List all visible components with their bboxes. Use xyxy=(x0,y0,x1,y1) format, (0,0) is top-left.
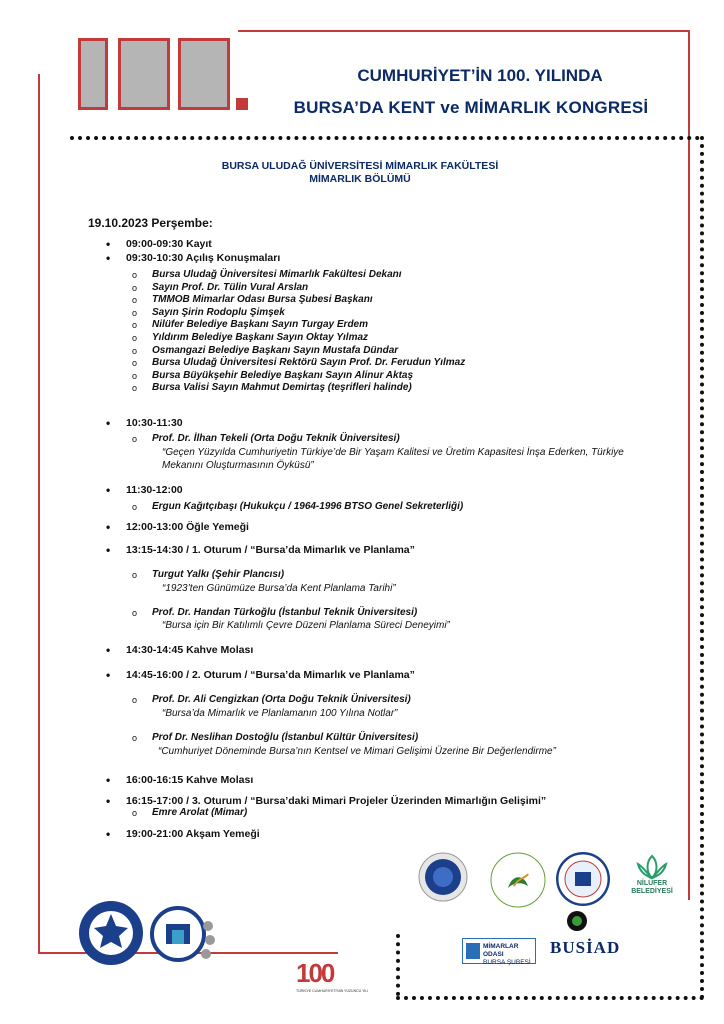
mimarlar-odasi-icon xyxy=(466,943,480,959)
republic-centennial-logo xyxy=(296,958,376,994)
session1-talk-title: “Bursa için Bir Katılımlı Çevre Düzeni Planlama Süreci Deneyimi” xyxy=(162,620,450,632)
opening-speaker: o Bursa Uludağ Üniversitesi Mimarlık Fakültesi Dekanı xyxy=(104,269,664,282)
opening-speaker: o TMMOB Mimarlar Odası Bursa Şubesi Başkanı xyxy=(104,294,664,307)
program-item-coffee-break: • 14:30-14:45 Kahve Molası xyxy=(104,644,664,658)
opening-speaker: o Nilüfer Belediye Başkanı Sayın Turgay Erdem xyxy=(104,319,664,332)
session2-talk-title: “Bursa’da Mimarlık ve Planlamanın 100 Yılına Notlar” xyxy=(162,707,398,719)
nilufer-municipality-label: NİLÜFER BELEDİYESİ xyxy=(631,880,673,895)
opening-speaker: o Osmangazi Belediye Başkanı Sayın Mustafa Dündar xyxy=(104,345,664,358)
congress-title-line2: BURSA’DA KENT ve MİMARLIK KONGRESİ xyxy=(293,98,649,117)
bursa-metropolitan-logo xyxy=(418,852,468,902)
session2-talk-title: “Cumhuriyet Döneminde Bursa’nın Kentsel ve Mimari Gelişimi Üzerine Bir Değerlendirme” xyxy=(158,745,556,757)
session1-talk-title: “1923’ten Günümüze Bursa’da Kent Planlama Tarihi” xyxy=(162,582,396,594)
dotted-divider-top xyxy=(70,136,700,140)
program-item-keynote-time: • 10:30-11:30 xyxy=(104,417,664,431)
osmangazi-municipality-logo xyxy=(490,852,546,908)
dotted-line-right xyxy=(700,136,704,1000)
program-item-coffee-break: • 16:00-16:15 Kahve Molası xyxy=(104,774,664,788)
session2-speaker: o Prof Dr. Neslihan Dostoğlu (İstanbul Kültür Üniversitesi) xyxy=(104,732,664,745)
program-item-lunch: • 12:00-13:00 Öğle Yemeği xyxy=(104,521,664,535)
bursa-uludag-university-seal xyxy=(78,900,144,966)
centennial-caption: TÜRKİYE CUMHURİYETİ'NİN YÜZÜNCÜ YILI xyxy=(296,989,369,993)
busiad-logo: BUSİAD xyxy=(550,938,621,957)
faculty-line2: MİMARLIK BÖLÜMÜ xyxy=(309,173,411,185)
architecture-faculty-logo xyxy=(148,896,218,972)
program-item-session3: • 16:15-17:00 / 3. Oturum / “Bursa’daki Mimari Projeler Üzerinden Mimarlığın Gelişimi” xyxy=(104,796,664,807)
yildirim-municipality-logo xyxy=(556,852,610,906)
frame-top-border xyxy=(238,30,690,32)
busiad-emblem-icon xyxy=(566,910,588,934)
mimarlar-odasi-logo xyxy=(462,938,536,964)
frame-right-border xyxy=(688,30,690,900)
program-item-registration: • 09:00-09:30 Kayıt xyxy=(104,238,664,252)
program-item-talk-time: • 11:30-12:00 xyxy=(104,484,664,498)
program-item-opening: • 09:30-10:30 Açılış Konuşmaları xyxy=(104,252,664,266)
session1-speaker: o Prof. Dr. Handan Türkoğlu (İstanbul Teknik Üniversitesi) xyxy=(104,607,664,620)
dotted-line-bottom-left xyxy=(396,934,400,996)
opening-speaker-name: o Sayın Şirin Rodoplu Şimşek xyxy=(104,307,664,320)
faculty-line1: BURSA ULUDAĞ ÜNİVERSİTESİ MİMARLIK FAKÜLTESİ xyxy=(221,160,499,172)
nilufer-lotus-icon xyxy=(632,852,672,880)
program-item-dinner: • 19:00-21:00 Akşam Yemeği xyxy=(104,828,664,842)
opening-speaker: o Bursa Büyükşehir Belediye Başkanı Sayın Alinur Aktaş xyxy=(104,370,664,383)
program-item-session1: • 13:15-14:30 / 1. Oturum / “Bursa’da Mimarlık ve Planlama” xyxy=(104,544,664,558)
opening-speaker: o Bursa Uludağ Üniversitesi Rektörü Sayın Prof. Dr. Ferudun Yılmaz xyxy=(104,357,664,370)
talk-speaker: o Ergun Kağıtçıbaşı (Hukukçu / 1964-1996 BTSO Genel Sekreterliği) xyxy=(104,501,664,514)
opening-speaker: o Yıldırım Belediye Başkanı Sayın Oktay Yılmaz xyxy=(104,332,664,345)
keynote-speaker: o Prof. Dr. İlhan Tekeli (Orta Doğu Teknik Üniversitesi) xyxy=(104,433,664,446)
centennial-number: 100 xyxy=(296,958,334,988)
session1-speaker: o Turgut Yalkı (Şehir Plancısı) xyxy=(104,569,664,582)
faculty-heading xyxy=(100,160,620,186)
congress-title-line1: CUMHURİYET’İN 100. YILINDA xyxy=(357,66,603,85)
session3-speaker: o Emre Arolat (Mimar) xyxy=(104,807,664,820)
program-list xyxy=(104,238,664,841)
centennial-100-logo xyxy=(78,38,248,118)
keynote-title: “Geçen Yüzyılda Cumhuriyetin Türkiye’de Bir Yaşam Kalitesi ve Üretim Kapasitesi İnşa Ederken, Türkiye Mekanını Oluşturmasının Öyküsü” xyxy=(162,447,624,472)
session2-speaker: o Prof. Dr. Ali Cengizkan (Orta Doğu Teknik Üniversitesi) xyxy=(104,694,664,707)
opening-speaker: o Bursa Valisi Sayın Mahmut Demirtaş (teşrifleri halinde) xyxy=(104,382,664,395)
frame-left-border xyxy=(38,74,40,954)
dotted-line-bottom xyxy=(396,996,704,1000)
mimarlar-odasi-line2: BURSA ŞUBESİ xyxy=(483,959,531,966)
opening-speaker-name: o Sayın Prof. Dr. Tülin Vural Arslan xyxy=(104,282,664,295)
event-date: 19.10.2023 Perşembe: xyxy=(88,216,213,230)
mimarlar-odasi-line1: MİMARLAR ODASI xyxy=(483,943,519,958)
program-item-session2: • 14:45-16:00 / 2. Oturum / “Bursa’da Mimarlık ve Planlama” xyxy=(104,669,664,683)
